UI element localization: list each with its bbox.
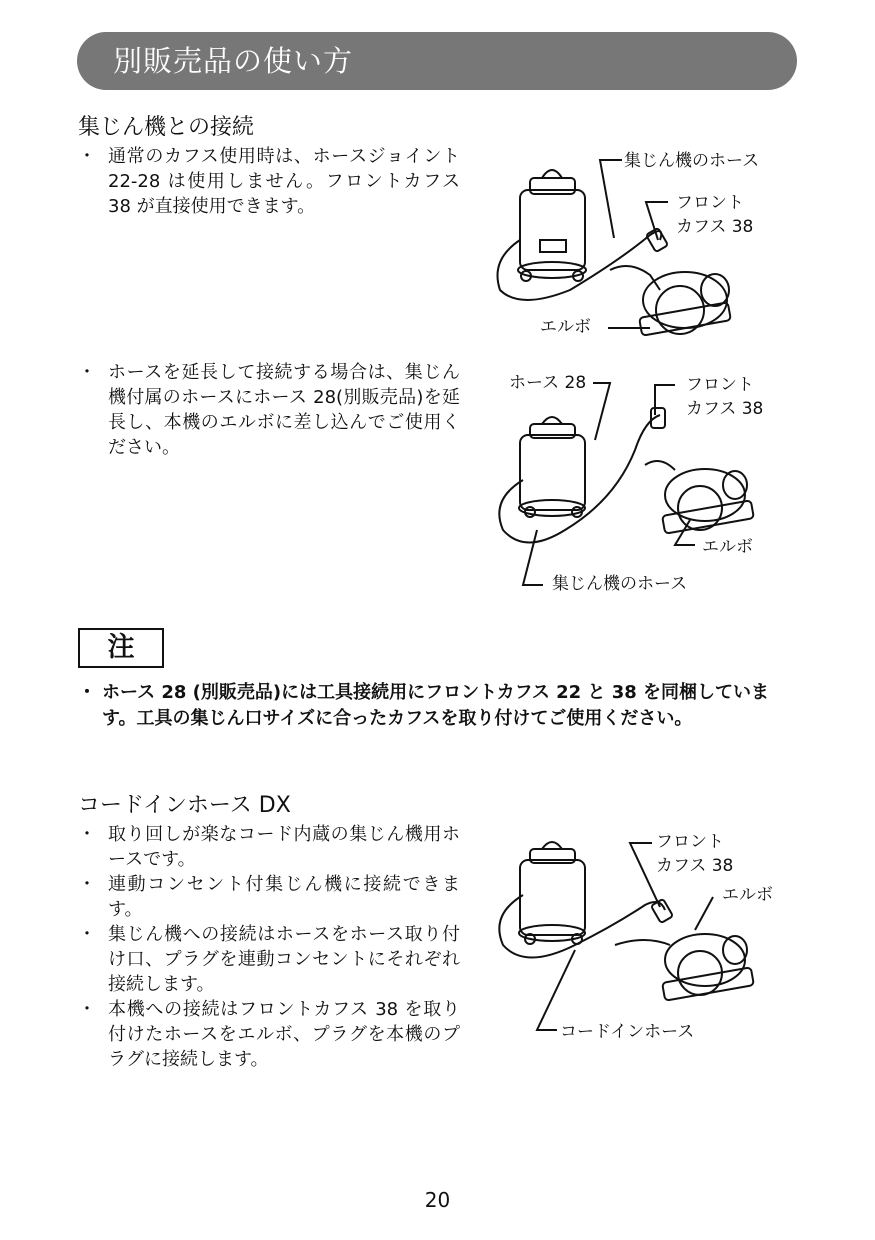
list-item: ・ 取り回しが楽なコード内蔵の集じん機用ホースです。 xyxy=(78,822,460,872)
note-text xyxy=(78,680,803,732)
label-cuff-line1: フロント xyxy=(656,832,724,852)
label-elbow: エルボ xyxy=(702,537,753,557)
list-item: ・ 本機への接続はフロントカフス 38 を取り付けたホースをエルボ、プラグを本機のプラグに接続します。 xyxy=(78,997,460,1072)
label-hose28: ホース 28 xyxy=(509,373,587,393)
figure-direct-connection xyxy=(490,150,790,350)
label-cordin-hose: コードインホース xyxy=(560,1022,695,1042)
page-number: 20 xyxy=(424,1188,451,1212)
list-item: ・ ホースを延長して接続する場合は、集じん機付属のホースにホース 28(別販売品)を延長し、本機のエルボに差し込んでご使用ください。 xyxy=(78,360,460,460)
leader-hose xyxy=(600,160,622,238)
label-elbow: エルボ xyxy=(722,885,773,905)
label-cuff-line1: フロント xyxy=(686,375,754,395)
saw-illustration xyxy=(645,461,754,534)
figure-cordin-hose xyxy=(495,835,795,1045)
hose-illustration xyxy=(499,895,665,958)
leader-hose xyxy=(537,950,575,1030)
label-cuff-line2: カフス 38 xyxy=(656,856,734,876)
label-cuff-line2: カフス 38 xyxy=(686,399,764,419)
hose-illustration xyxy=(499,415,660,543)
section-banner: 別販売品の使い方 xyxy=(77,32,797,90)
note-bullet: ・ xyxy=(78,682,96,703)
list-item: ・ 連動コンセント付集じん機に接続できます。 xyxy=(78,872,460,922)
note-body: ホース 28 (別販売品)には工具接続用にフロントカフス 22 と 38 を同梱しています。工具の集じん口サイズに合ったカフスを取り付けてご使用ください。 xyxy=(102,682,770,729)
cordin-list xyxy=(78,822,460,1072)
label-hose: 集じん機のホース xyxy=(624,151,760,171)
leader-hose28 xyxy=(593,383,610,440)
saw-illustration xyxy=(615,934,754,1001)
label-elbow: エルボ xyxy=(540,317,591,337)
leader-elbow xyxy=(695,897,713,930)
leader-hose xyxy=(523,530,543,585)
vacuum-illustration xyxy=(518,170,586,281)
note-label: 注 xyxy=(78,628,164,668)
saw-illustration xyxy=(610,266,731,336)
list-item: ・ 通常のカフス使用時は、ホースジョイント 22-28 は使用しません。フロントカフス 38 が直接使用できます。 xyxy=(78,144,460,219)
label-cuff-line2: カフス 38 xyxy=(676,217,754,237)
label-cuff-line1: フロント xyxy=(676,193,744,213)
vacuum-illustration xyxy=(519,842,585,944)
list-item: ・ 集じん機への接続はホースをホース取り付け口、プラグを連動コンセントにそれぞれ接続します。 xyxy=(78,922,460,997)
label-hose: 集じん機のホース xyxy=(552,574,688,594)
vacuum-illustration xyxy=(519,417,585,517)
heading-dust-collector-connection: 集じん機との接続 xyxy=(78,115,255,140)
heading-cordin-hose: コードインホース DX xyxy=(78,793,291,818)
connect-list-2 xyxy=(78,360,460,460)
connect-list-1 xyxy=(78,144,460,219)
